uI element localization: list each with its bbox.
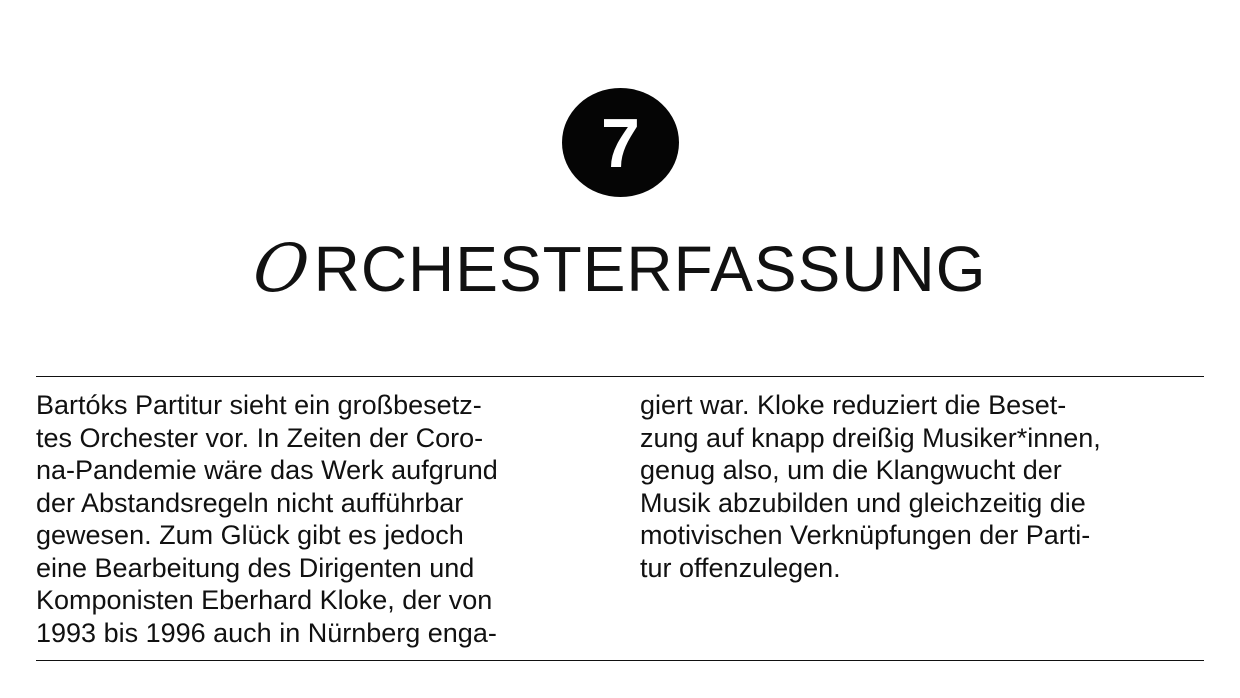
body-line: Musik abzubilden und gleichzeitig die (640, 487, 1086, 518)
title-decorative-initial: O (248, 230, 314, 307)
body-line: gewesen. Zum Glück gibt es jedoch (36, 520, 464, 550)
chapter-number-badge (562, 88, 679, 197)
body-line: 1993 bis 1996 auch in Nürnberg enga- (36, 617, 497, 648)
body-line: zung auf knapp dreißig Musiker*innen, (640, 422, 1101, 453)
body-line: na-Pandemie wäre das Werk aufgrund (36, 455, 498, 485)
section-title (0, 226, 1240, 312)
top-divider (36, 376, 1204, 377)
body-line: tes Orchester vor. In Zeiten der Coro- (36, 422, 484, 453)
text-column-right (640, 389, 1220, 584)
body-line: eine Bearbeitung des Dirigenten und (36, 552, 475, 583)
body-line: tur offenzulegen. (640, 552, 841, 583)
body-line: Komponisten Eberhard Kloke, der von (36, 585, 493, 615)
body-line: giert war. Kloke reduziert die Beset- (640, 390, 1067, 420)
text-column-left (36, 389, 616, 649)
body-line: genug also, um die Klangwucht der (640, 455, 1062, 485)
body-line: motivischen Verknüpfungen der Parti- (640, 520, 1091, 550)
bottom-divider (36, 660, 1204, 661)
body-line: der Abstandsregeln nicht aufführbar (36, 487, 464, 518)
title-text: RCHESTERFASSUNG (313, 233, 987, 305)
chapter-number: 7 (601, 103, 640, 182)
body-line: Bartóks Partitur sieht ein großbesetz- (36, 390, 482, 420)
